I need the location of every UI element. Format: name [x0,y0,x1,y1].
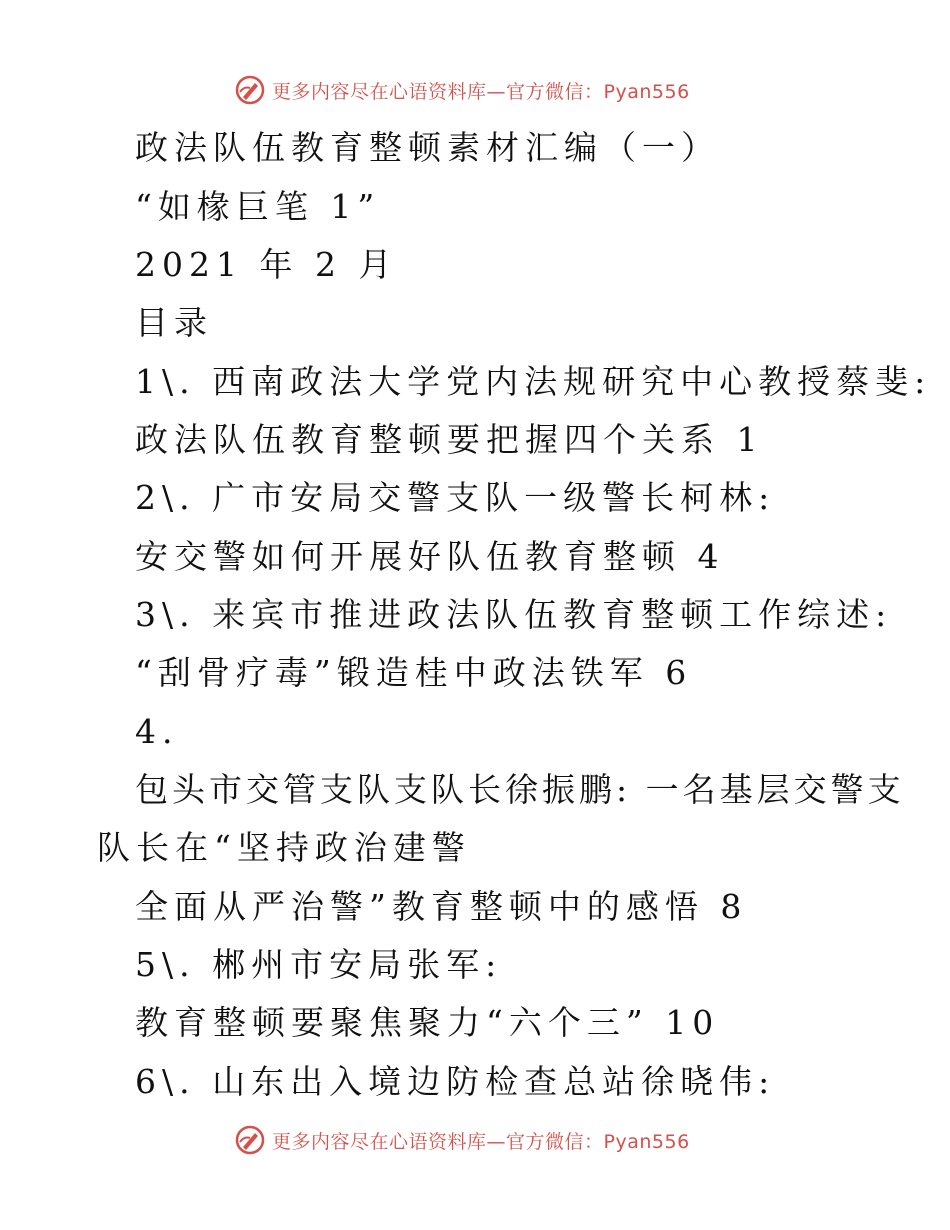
toc-line: 教育整顿要聚焦聚力“六个三” 10 [135,1003,720,1042]
toc-line: 全面从严治警”教育整顿中的感悟 8 [135,887,748,926]
pen-logo-icon [234,1124,266,1156]
toc-line: “刮骨疗毒”锻造桂中政法铁军 6 [135,653,693,692]
watermark-text: 更多内容尽在心语资料库—官方微信：Pyan556 [272,80,690,103]
toc-line: 2\. 广市安局交警支队一级警长柯林: [135,478,776,517]
toc-line: 队长在“坚持政治建警 [97,828,471,867]
toc-line: 政法队伍教育整顿要把握四个关系 1 [135,420,764,459]
toc-line: 1\. 西南政法大学党内法规研究中心教授蔡斐: [135,362,932,401]
toc-line: 4. [135,712,179,751]
document-author: “如椽巨笔 1” [135,187,381,226]
watermark-banner-top [234,72,690,108]
document-date: 2021 年 2 月 [135,245,398,284]
toc-line: 6\. 山东出入境边防检查总站徐晓伟: [135,1062,776,1101]
watermark-text: 更多内容尽在心语资料库—官方微信：Pyan556 [272,1130,690,1153]
toc-line: 3\. 来宾市推进政法队伍教育整顿工作综述: [135,595,893,634]
pen-logo-icon [234,74,266,106]
toc-line: 5\. 郴州市安局张军: [135,945,503,984]
toc-heading: 目录 [135,303,213,342]
toc-line: 安交警如何开展好队伍教育整顿 4 [135,537,725,576]
watermark-banner-bottom [234,1122,690,1158]
document-title: 政法队伍教育整顿素材汇编（一） [135,128,720,167]
toc-line: 包头市交管支队支队长徐振鹏: 一名基层交警支 [135,770,905,809]
